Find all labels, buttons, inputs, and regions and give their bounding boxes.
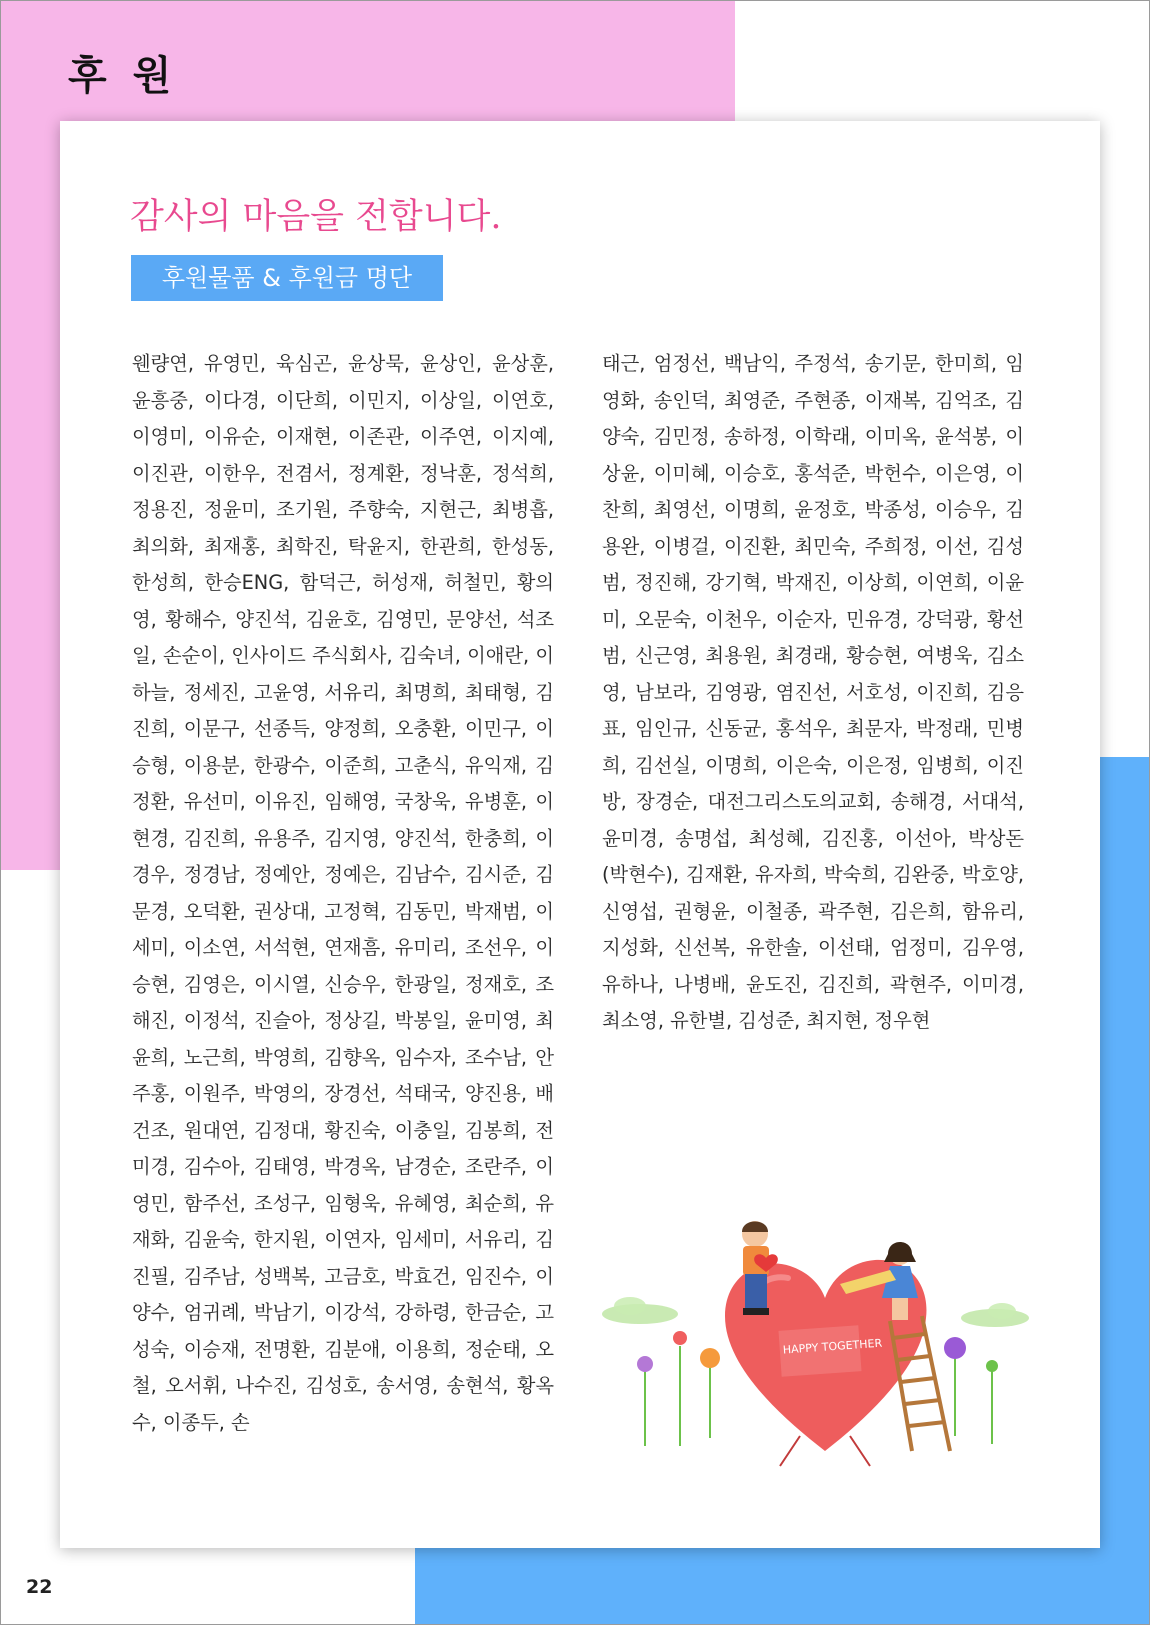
ladder — [890, 1316, 950, 1451]
section-title: 후 원 — [68, 53, 178, 99]
flower-left-2 — [673, 1331, 687, 1446]
page-number: 22 — [26, 1576, 53, 1598]
heart-leg-left — [780, 1436, 800, 1466]
flower-right-1 — [944, 1337, 966, 1436]
boy-hair — [742, 1222, 768, 1233]
girl-hair — [884, 1242, 916, 1262]
donor-list-badge: 후원물품 & 후원금 명단 — [131, 255, 443, 301]
cloud-left-puff — [614, 1297, 646, 1315]
boy-legs — [745, 1274, 767, 1310]
flower-right-2 — [986, 1360, 998, 1444]
thanks-headline: 감사의 마음을 전합니다. — [130, 197, 502, 237]
boy-shoes — [743, 1308, 769, 1315]
donor-names-right-column: 태근, 엄정선, 백남익, 주정석, 송기문, 한미희, 임영화, 송인덕, 최영준, 주현종, 이재복, 김억조, 김양숙, 김민정, 송하정, 이학래, 이미옥, 윤석봉, 이상윤, 이미혜, 이승호, 홍석준, 박헌수, 이은영, 이찬희, 최영선, 이명희, 윤정호, 박종성, 이승우, 김용완, 이병걸, 이진환, 최민숙, 주희정, 이선, 김성범, 정진해, 강기혁, 박재진, 이상희, 이연희, 이윤미, 오문숙, 이천우, 이순자, 민유경, 강덕광, 황선범, 신근영, 최용원, 최경래, 황승현, 여병욱, 김소영, 남보라, 김영광, 염진선, 서호성, 이진희, 김응표, 임인규, 신동균, 홍석우, 최문자, 박정래, 민병희, 김선실, 이명희, 이은숙, 이은정, 임병희, 이진방, 장경순, 대전그리스도의교회, 송해경, 서대석, 윤미경, 송명섭, 최성혜, 김진홍, 이선아, 박상돈(박현수), 김재환, 유자희, 박숙희, 김완중, 박호양, 신영섭, 권형윤, 이철종, 곽주현, 김은희, 함유리, 지성화, 신선복, 유한솔, 이선태, 엄정미, 김우영, 유하나, 나병배, 윤도진, 김진희, 곽현주, 이미경, 최소영, 유한별, 김성준, 최지현, 정우현 — [602, 352, 1024, 1032]
flower-left-1 — [637, 1356, 653, 1446]
flower-left-3 — [700, 1348, 720, 1438]
content-card — [60, 121, 1100, 1548]
girl-legs — [892, 1298, 908, 1320]
donor-names-left-column: 웬량연, 유영민, 육심곤, 윤상묵, 윤상인, 윤상훈, 윤흥중, 이다경, 이단희, 이민지, 이상일, 이연호, 이영미, 이유순, 이재현, 이존관, 이주연, 이지예, 이진관, 이한우, 전겸서, 정계환, 정낙훈, 정석희, 정용진, 정윤미, 조기원, 주향숙, 지현근, 최병흡, 최의화, 최재홍, 최학진, 탁윤지, 한관희, 한성동, 한성희, 한승ENG, 함덕근, 허성재, 허철민, 황의영, 황해수, 양진석, 김윤호, 김영민, 문양선, 석조일, 손순이, 인사이드 주식회사, 김숙녀, 이애란, 이하늘, 정세진, 고윤영, 서유리, 최명희, 최태형, 김진희, 이문구, 선종득, 양정희, 오충환, 이민구, 이승형, 이용분, 한광수, 이준희, 고춘식, 유익재, 김정환, 유선미, 이유진, 임해영, 국창욱, 유병훈, 이현경, 김진희, 유용주, 김지영, 양진석, 한충희, 이경우, 정경남, 정예안, 정예은, 김남수, 김시준, 김문경, 오덕환, 권상대, 고정혁, 김동민, 박재범, 이세미, 이소연, 서석현, 연재흠, 유미리, 조선우, 이승현, 김영은, 이시열, 신승우, 한광일, 정재호, 조해진, 이정석, 진슬아, 정상길, 박봉일, 윤미영, 최윤희, 노근희, 박영희, 김향옥, 임수자, 조수남, 안주홍, 이원주, 박영의, 장경선, 석태국, 양진용, 배건조, 원대연, 김정대, 황진숙, 이충일, 김봉희, 전미경, 김수아, 김태영, 박경옥, 남경순, 조란주, 이영민, 함주선, 조성구, 임형욱, 유혜영, 최순희, 유재화, 김윤숙, 한지원, 이연자, 임세미, 서유리, 김진필, 김주남, 성백복, 고금호, 박효건, 임진수, 이양수, 엄귀례, 박남기, 이강석, 강하령, 한금순, 고성숙, 이승재, 전명환, 김분애, 이용희, 정순태, 오철, 오서휘, 나수진, 김성호, 송서영, 송현석, 황옥수, 이종두, 손 — [132, 352, 554, 1434]
heart-leg-right — [850, 1436, 870, 1466]
sign-text: HAPPY TOGETHER — [782, 1336, 883, 1357]
heart-illustration — [600, 1166, 1040, 1506]
cloud-right-puff — [988, 1303, 1016, 1319]
